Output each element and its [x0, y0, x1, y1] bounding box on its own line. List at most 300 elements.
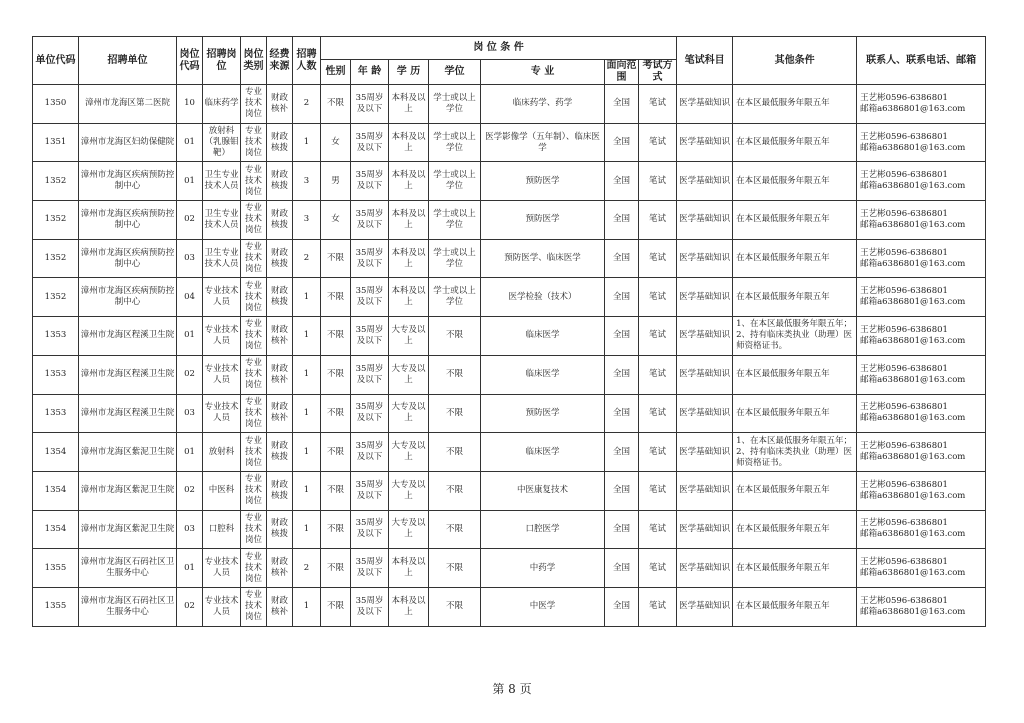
- cell-exam-subject: 医学基础知识: [677, 433, 733, 472]
- contact-email: 邮箱a6386801@163.com: [860, 374, 966, 385]
- cell-unit: 漳州市龙海区疾病预防控制中心: [79, 239, 177, 278]
- cell-post-type: 专业技术岗位: [241, 549, 267, 588]
- cell-age: 35周岁及以下: [351, 394, 389, 433]
- cell-count: 1: [293, 587, 321, 626]
- contact-email: 邮箱a6386801@163.com: [860, 413, 966, 424]
- cell-post-code: 02: [177, 587, 203, 626]
- cell-exam-method: 笔试: [639, 433, 677, 472]
- cell-degree: 学士或以上学位: [429, 278, 481, 317]
- cell-count: 1: [293, 123, 321, 162]
- cell-post-type: 专业技术岗位: [241, 587, 267, 626]
- cell-scope: 全国: [605, 123, 639, 162]
- cell-scope: 全国: [605, 355, 639, 394]
- cell-unit: 漳州市龙海区疾病预防控制中心: [79, 162, 177, 201]
- header-contact: 联系人、联系电话、邮箱: [857, 37, 986, 85]
- cell-post-code: 02: [177, 471, 203, 510]
- cell-post-type: 专业技术岗位: [241, 317, 267, 356]
- table-row: [33, 85, 986, 124]
- cell-post-code: 10: [177, 85, 203, 124]
- cell-unit-code: 1350: [33, 85, 79, 124]
- header-education: 学 历: [389, 60, 429, 85]
- cell-degree: 学士或以上学位: [429, 85, 481, 124]
- cell-degree: 不限: [429, 433, 481, 472]
- cell-post: 卫生专业技术人员: [203, 201, 241, 240]
- header-unit-code: 单位代码: [33, 37, 79, 85]
- header-gender: 性别: [321, 60, 351, 85]
- cell-major: 口腔医学: [481, 510, 605, 549]
- cell-major: 预防医学: [481, 394, 605, 433]
- contact-email: 邮箱a6386801@163.com: [860, 335, 966, 346]
- cell-degree: 不限: [429, 587, 481, 626]
- cell-age: 35周岁及以下: [351, 549, 389, 588]
- contact-name-phone: 王艺彬0596-6386801: [860, 286, 948, 297]
- cell-contact: [857, 239, 986, 278]
- cell-gender: 不限: [321, 394, 351, 433]
- cell-education: 大专及以上: [389, 355, 429, 394]
- table-row: [33, 471, 986, 510]
- cell-gender: 不限: [321, 317, 351, 356]
- table-row: [33, 355, 986, 394]
- cell-unit-code: 1355: [33, 587, 79, 626]
- cell-post-code: 01: [177, 123, 203, 162]
- cell-funding: 财政核补: [267, 85, 293, 124]
- contact-email: 邮箱a6386801@163.com: [860, 452, 966, 463]
- cell-count: 2: [293, 239, 321, 278]
- cell-funding: 财政核补: [267, 587, 293, 626]
- cell-contact: [857, 510, 986, 549]
- contact-email: 邮箱a6386801@163.com: [860, 258, 966, 269]
- cell-funding: 财政核拨: [267, 433, 293, 472]
- cell-education: 大专及以上: [389, 433, 429, 472]
- cell-other: 在本区最低服务年限五年: [733, 355, 857, 394]
- cell-degree: 不限: [429, 317, 481, 356]
- cell-scope: 全国: [605, 433, 639, 472]
- cell-major: 预防医学: [481, 162, 605, 201]
- cell-post-type: 专业技术岗位: [241, 433, 267, 472]
- cell-post-code: 01: [177, 433, 203, 472]
- cell-gender: 不限: [321, 278, 351, 317]
- cell-count: 1: [293, 355, 321, 394]
- header-post-code: 岗位代码: [177, 37, 203, 85]
- cell-major: 医学影像学（五年制）、临床医学: [481, 123, 605, 162]
- cell-unit: 漳州市龙海区疾病预防控制中心: [79, 201, 177, 240]
- table-row: [33, 201, 986, 240]
- cell-age: 35周岁及以下: [351, 355, 389, 394]
- contact-name-phone: 王艺彬0596-6386801: [860, 208, 948, 219]
- cell-count: 1: [293, 510, 321, 549]
- cell-exam-subject: 医学基础知识: [677, 355, 733, 394]
- cell-count: 1: [293, 471, 321, 510]
- cell-gender: 不限: [321, 587, 351, 626]
- cell-post-type: 专业技术岗位: [241, 239, 267, 278]
- cell-exam-subject: 医学基础知识: [677, 201, 733, 240]
- cell-contact: [857, 123, 986, 162]
- table-row: [33, 162, 986, 201]
- cell-post-type: 专业技术岗位: [241, 355, 267, 394]
- contact-email: 邮箱a6386801@163.com: [860, 606, 966, 617]
- contact-name-phone: 王艺彬0596-6386801: [860, 402, 948, 413]
- cell-unit-code: 1352: [33, 162, 79, 201]
- header-age: 年 龄: [351, 60, 389, 85]
- cell-funding: 财政核补: [267, 355, 293, 394]
- cell-unit: 漳州市龙海区疾病预防控制中心: [79, 278, 177, 317]
- cell-post-type: 专业技术岗位: [241, 123, 267, 162]
- cell-exam-method: 笔试: [639, 587, 677, 626]
- cell-funding: 财政核拨: [267, 510, 293, 549]
- cell-contact: [857, 317, 986, 356]
- cell-count: 1: [293, 278, 321, 317]
- header-degree: 学位: [429, 60, 481, 85]
- header-other: 其他条件: [733, 37, 857, 85]
- cell-post: 临床药学: [203, 85, 241, 124]
- cell-funding: 财政核拨: [267, 471, 293, 510]
- cell-other: 在本区最低服务年限五年: [733, 123, 857, 162]
- cell-post: 卫生专业技术人员: [203, 162, 241, 201]
- cell-post: 卫生专业技术人员: [203, 239, 241, 278]
- cell-post-code: 03: [177, 510, 203, 549]
- cell-gender: 不限: [321, 471, 351, 510]
- table-row: [33, 239, 986, 278]
- cell-scope: 全国: [605, 278, 639, 317]
- cell-unit: 漳州市龙海区第二医院: [79, 85, 177, 124]
- cell-post-code: 03: [177, 394, 203, 433]
- contact-email: 邮箱a6386801@163.com: [860, 297, 966, 308]
- cell-education: 大专及以上: [389, 471, 429, 510]
- cell-scope: 全国: [605, 162, 639, 201]
- header-exam-method: 考试方式: [639, 60, 677, 85]
- cell-age: 35周岁及以下: [351, 123, 389, 162]
- cell-unit-code: 1353: [33, 317, 79, 356]
- header-unit: 招聘单位: [79, 37, 177, 85]
- cell-other: 在本区最低服务年限五年: [733, 85, 857, 124]
- cell-major: 医学检验（技术）: [481, 278, 605, 317]
- cell-education: 本科及以上: [389, 85, 429, 124]
- cell-exam-method: 笔试: [639, 85, 677, 124]
- cell-funding: 财政核拨: [267, 239, 293, 278]
- cell-scope: 全国: [605, 239, 639, 278]
- cell-post: 专业技术人员: [203, 317, 241, 356]
- cell-other: 在本区最低服务年限五年: [733, 201, 857, 240]
- cell-unit-code: 1353: [33, 394, 79, 433]
- header-exam-subject: 笔试科目: [677, 37, 733, 85]
- contact-email: 邮箱a6386801@163.com: [860, 181, 966, 192]
- cell-gender: 不限: [321, 549, 351, 588]
- cell-scope: 全国: [605, 317, 639, 356]
- cell-age: 35周岁及以下: [351, 162, 389, 201]
- cell-exam-subject: 医学基础知识: [677, 471, 733, 510]
- contact-name-phone: 王艺彬0596-6386801: [860, 557, 948, 568]
- contact-name-phone: 王艺彬0596-6386801: [860, 595, 948, 606]
- cell-gender: 不限: [321, 510, 351, 549]
- cell-unit: 漳州市龙海区程溪卫生院: [79, 317, 177, 356]
- cell-unit-code: 1354: [33, 471, 79, 510]
- cell-age: 35周岁及以下: [351, 510, 389, 549]
- cell-education: 本科及以上: [389, 549, 429, 588]
- cell-unit: 漳州市龙海区石码社区卫生服务中心: [79, 549, 177, 588]
- cell-scope: 全国: [605, 587, 639, 626]
- cell-post: 专业技术人员: [203, 394, 241, 433]
- cell-contact: [857, 394, 986, 433]
- cell-degree: 不限: [429, 471, 481, 510]
- cell-exam-method: 笔试: [639, 317, 677, 356]
- table-row: [33, 549, 986, 588]
- cell-degree: 不限: [429, 549, 481, 588]
- cell-other: 在本区最低服务年限五年: [733, 549, 857, 588]
- cell-other: 1、在本区最低服务年限五年；2、持有临床类执业（助理）医师资格证书。: [733, 433, 857, 472]
- cell-post-code: 01: [177, 317, 203, 356]
- cell-post-code: 04: [177, 278, 203, 317]
- cell-post-type: 专业技术岗位: [241, 201, 267, 240]
- cell-unit: 漳州市龙海区紫泥卫生院: [79, 471, 177, 510]
- cell-major: 临床医学: [481, 317, 605, 356]
- cell-major: 临床医学: [481, 433, 605, 472]
- cell-major: 临床医学: [481, 355, 605, 394]
- cell-exam-method: 笔试: [639, 201, 677, 240]
- cell-count: 1: [293, 317, 321, 356]
- cell-count: 3: [293, 162, 321, 201]
- cell-unit: 漳州市龙海区程溪卫生院: [79, 355, 177, 394]
- cell-contact: [857, 433, 986, 472]
- contact-name-phone: 王艺彬0596-6386801: [860, 363, 948, 374]
- cell-funding: 财政核拨: [267, 123, 293, 162]
- cell-funding: 财政核拨: [267, 201, 293, 240]
- cell-gender: 女: [321, 123, 351, 162]
- cell-unit-code: 1352: [33, 201, 79, 240]
- cell-degree: 学士或以上学位: [429, 123, 481, 162]
- cell-exam-subject: 医学基础知识: [677, 162, 733, 201]
- cell-other: 在本区最低服务年限五年: [733, 239, 857, 278]
- cell-gender: 不限: [321, 239, 351, 278]
- table-row: [33, 587, 986, 626]
- cell-age: 35周岁及以下: [351, 85, 389, 124]
- cell-age: 35周岁及以下: [351, 201, 389, 240]
- cell-scope: 全国: [605, 471, 639, 510]
- cell-post-code: 02: [177, 355, 203, 394]
- cell-unit-code: 1354: [33, 510, 79, 549]
- header-count: 招聘人数: [293, 37, 321, 85]
- cell-scope: 全国: [605, 201, 639, 240]
- cell-post-type: 专业技术岗位: [241, 278, 267, 317]
- page-number: 第 8 页: [492, 682, 532, 696]
- cell-exam-method: 笔试: [639, 123, 677, 162]
- cell-degree: 不限: [429, 394, 481, 433]
- cell-scope: 全国: [605, 510, 639, 549]
- cell-other: 在本区最低服务年限五年: [733, 394, 857, 433]
- cell-unit-code: 1352: [33, 239, 79, 278]
- cell-unit-code: 1354: [33, 433, 79, 472]
- cell-post: 专业技术人员: [203, 355, 241, 394]
- contact-email: 邮箱a6386801@163.com: [860, 219, 966, 230]
- cell-count: 2: [293, 549, 321, 588]
- cell-major: 预防医学、临床医学: [481, 239, 605, 278]
- cell-contact: [857, 278, 986, 317]
- cell-post-code: 01: [177, 162, 203, 201]
- cell-post: 放射科: [203, 433, 241, 472]
- cell-gender: 男: [321, 162, 351, 201]
- cell-unit: 漳州市龙海区紫泥卫生院: [79, 433, 177, 472]
- cell-unit-code: 1351: [33, 123, 79, 162]
- cell-scope: 全国: [605, 394, 639, 433]
- cell-education: 大专及以上: [389, 510, 429, 549]
- cell-exam-subject: 医学基础知识: [677, 549, 733, 588]
- cell-exam-subject: 医学基础知识: [677, 85, 733, 124]
- cell-education: 本科及以上: [389, 201, 429, 240]
- cell-post-code: 02: [177, 201, 203, 240]
- cell-gender: 女: [321, 201, 351, 240]
- cell-count: 1: [293, 394, 321, 433]
- cell-post: 专业技术人员: [203, 278, 241, 317]
- cell-gender: 不限: [321, 355, 351, 394]
- cell-unit: 漳州市龙海区妇幼保健院: [79, 123, 177, 162]
- cell-exam-method: 笔试: [639, 355, 677, 394]
- cell-major: 中药学: [481, 549, 605, 588]
- cell-gender: 不限: [321, 85, 351, 124]
- cell-post-type: 专业技术岗位: [241, 85, 267, 124]
- cell-exam-subject: 医学基础知识: [677, 317, 733, 356]
- cell-funding: 财政核拨: [267, 278, 293, 317]
- contact-name-phone: 王艺彬0596-6386801: [860, 131, 948, 142]
- cell-age: 35周岁及以下: [351, 239, 389, 278]
- cell-education: 大专及以上: [389, 394, 429, 433]
- cell-count: 3: [293, 201, 321, 240]
- header-funding: 经费来源: [267, 37, 293, 85]
- contact-name-phone: 王艺彬0596-6386801: [860, 324, 948, 335]
- cell-major: 预防医学: [481, 201, 605, 240]
- contact-name-phone: 王艺彬0596-6386801: [860, 170, 948, 181]
- cell-other: 在本区最低服务年限五年: [733, 587, 857, 626]
- cell-unit-code: 1352: [33, 278, 79, 317]
- cell-exam-method: 笔试: [639, 239, 677, 278]
- contact-name-phone: 王艺彬0596-6386801: [860, 92, 948, 103]
- cell-exam-subject: 医学基础知识: [677, 239, 733, 278]
- cell-degree: 学士或以上学位: [429, 239, 481, 278]
- cell-exam-method: 笔试: [639, 510, 677, 549]
- table-row: [33, 394, 986, 433]
- cell-post: 口腔科: [203, 510, 241, 549]
- cell-education: 本科及以上: [389, 278, 429, 317]
- cell-major: 临床药学、药学: [481, 85, 605, 124]
- cell-contact: [857, 85, 986, 124]
- cell-age: 35周岁及以下: [351, 433, 389, 472]
- table-row: [33, 433, 986, 472]
- cell-post: 放射科（乳腺钼靶）: [203, 123, 241, 162]
- cell-funding: 财政核补: [267, 549, 293, 588]
- recruitment-table: [32, 36, 986, 627]
- cell-contact: [857, 549, 986, 588]
- cell-post-type: 专业技术岗位: [241, 510, 267, 549]
- contact-name-phone: 王艺彬0596-6386801: [860, 247, 948, 258]
- cell-education: 本科及以上: [389, 587, 429, 626]
- header-major: 专 业: [481, 60, 605, 85]
- cell-gender: 不限: [321, 433, 351, 472]
- cell-education: 本科及以上: [389, 162, 429, 201]
- cell-exam-subject: 医学基础知识: [677, 587, 733, 626]
- cell-exam-subject: 医学基础知识: [677, 278, 733, 317]
- cell-contact: [857, 355, 986, 394]
- cell-contact: [857, 471, 986, 510]
- cell-degree: 学士或以上学位: [429, 162, 481, 201]
- contact-email: 邮箱a6386801@163.com: [860, 142, 966, 153]
- cell-major: 中医康复技术: [481, 471, 605, 510]
- contact-name-phone: 王艺彬0596-6386801: [860, 479, 948, 490]
- cell-other: 在本区最低服务年限五年: [733, 471, 857, 510]
- cell-education: 本科及以上: [389, 123, 429, 162]
- cell-exam-subject: 医学基础知识: [677, 394, 733, 433]
- cell-age: 35周岁及以下: [351, 317, 389, 356]
- cell-post-type: 专业技术岗位: [241, 162, 267, 201]
- cell-unit: 漳州市龙海区程溪卫生院: [79, 394, 177, 433]
- header-conditions: 岗 位 条 件: [321, 37, 677, 60]
- cell-exam-method: 笔试: [639, 394, 677, 433]
- cell-other: 在本区最低服务年限五年: [733, 162, 857, 201]
- cell-age: 35周岁及以下: [351, 587, 389, 626]
- cell-degree: 不限: [429, 355, 481, 394]
- cell-funding: 财政核补: [267, 317, 293, 356]
- cell-age: 35周岁及以下: [351, 278, 389, 317]
- cell-exam-method: 笔试: [639, 162, 677, 201]
- cell-degree: 不限: [429, 510, 481, 549]
- cell-count: 1: [293, 433, 321, 472]
- table-row: [33, 123, 986, 162]
- cell-contact: [857, 162, 986, 201]
- contact-name-phone: 王艺彬0596-6386801: [860, 518, 948, 529]
- table-row: [33, 317, 986, 356]
- contact-email: 邮箱a6386801@163.com: [860, 103, 966, 114]
- cell-exam-subject: 医学基础知识: [677, 510, 733, 549]
- cell-contact: [857, 587, 986, 626]
- cell-other: 在本区最低服务年限五年: [733, 510, 857, 549]
- cell-post: 专业技术人员: [203, 549, 241, 588]
- cell-age: 35周岁及以下: [351, 471, 389, 510]
- contact-email: 邮箱a6386801@163.com: [860, 568, 966, 579]
- cell-post-type: 专业技术岗位: [241, 471, 267, 510]
- contact-email: 邮箱a6386801@163.com: [860, 529, 966, 540]
- table-row: [33, 278, 986, 317]
- cell-other: 在本区最低服务年限五年: [733, 278, 857, 317]
- header-scope: 面向范围: [606, 60, 637, 83]
- cell-unit: 漳州市龙海区石码社区卫生服务中心: [79, 587, 177, 626]
- cell-exam-method: 笔试: [639, 549, 677, 588]
- cell-funding: 财政核补: [267, 394, 293, 433]
- header-post: 招聘岗位: [203, 37, 241, 85]
- cell-contact: [857, 201, 986, 240]
- cell-exam-method: 笔试: [639, 471, 677, 510]
- cell-exam-subject: 医学基础知识: [677, 123, 733, 162]
- cell-education: 大专及以上: [389, 317, 429, 356]
- cell-count: 2: [293, 85, 321, 124]
- cell-post-code: 01: [177, 549, 203, 588]
- cell-post-type: 专业技术岗位: [241, 394, 267, 433]
- cell-degree: 学士或以上学位: [429, 201, 481, 240]
- cell-post-code: 03: [177, 239, 203, 278]
- cell-funding: 财政核拨: [267, 162, 293, 201]
- table-row: [33, 510, 986, 549]
- header-post-type: 岗位类别: [241, 37, 267, 85]
- contact-name-phone: 王艺彬0596-6386801: [860, 441, 948, 452]
- cell-post: 中医科: [203, 471, 241, 510]
- cell-scope: 全国: [605, 85, 639, 124]
- cell-unit-code: 1353: [33, 355, 79, 394]
- contact-email: 邮箱a6386801@163.com: [860, 490, 966, 501]
- cell-exam-method: 笔试: [639, 278, 677, 317]
- cell-unit-code: 1355: [33, 549, 79, 588]
- cell-major: 中医学: [481, 587, 605, 626]
- cell-scope: 全国: [605, 549, 639, 588]
- cell-unit: 漳州市龙海区紫泥卫生院: [79, 510, 177, 549]
- cell-other: 1、在本区最低服务年限五年；2、持有临床类执业（助理）医师资格证书。: [733, 317, 857, 356]
- cell-education: 本科及以上: [389, 239, 429, 278]
- cell-post: 专业技术人员: [203, 587, 241, 626]
